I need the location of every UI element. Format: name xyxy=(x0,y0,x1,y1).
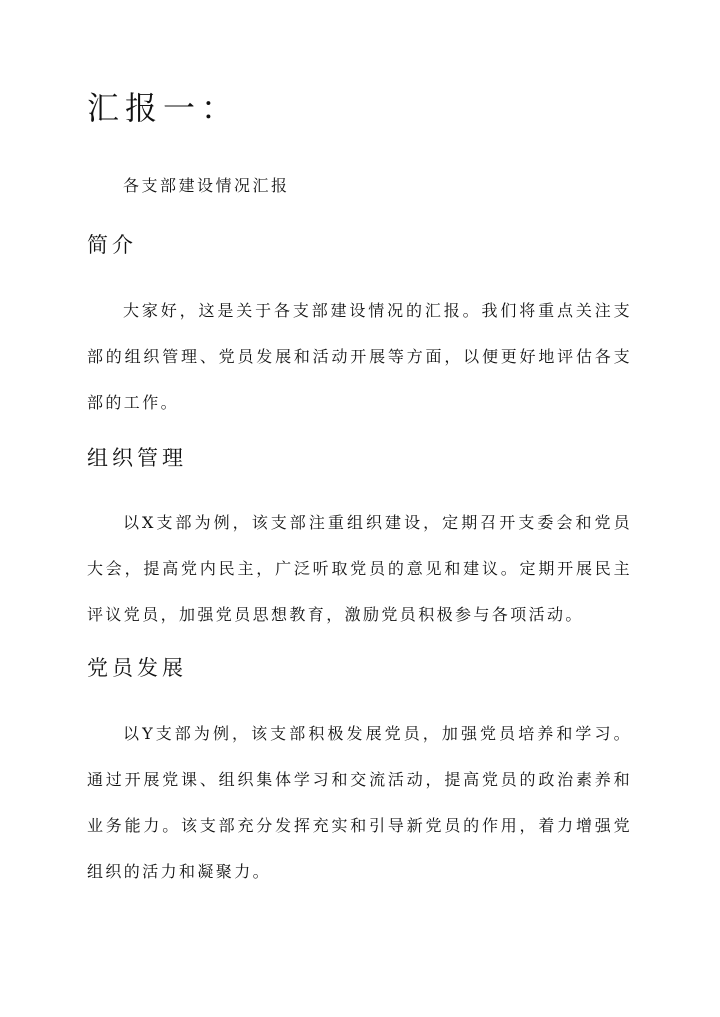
section-body-intro: 大家好，这是关于各支部建设情况的汇报。我们将重点关注支部的组织管理、党员发展和活动开展等方面，以便更好地评估各支部的工作。 xyxy=(87,301,632,412)
page-subtitle: 各支部建设情况汇报 xyxy=(123,176,290,195)
section-heading-organization: 组织管理 xyxy=(87,446,187,470)
section-body-member-development: 以Y支部为例，该支部积极发展党员，加强党员培养和学习。通过开展党课、组织集体学习和交流活动，提高党员的政治素养和业务能力。该支部充分发挥充实和引导新党员的作用，着力增强党组织的活力和凝聚力。 xyxy=(87,724,632,881)
section-body-organization: 以X支部为例，该支部注重组织建设，定期召开支委会和党员大会，提高党内民主，广泛听取党员的意见和建议。定期开展民主评议党员，加强党员思想教育，激励党员积极参与各项活动。 xyxy=(87,513,632,624)
section-heading-member-development: 党员发展 xyxy=(87,656,187,680)
page-title: 汇报一： xyxy=(87,89,240,127)
section-heading-intro: 简介 xyxy=(87,233,137,257)
